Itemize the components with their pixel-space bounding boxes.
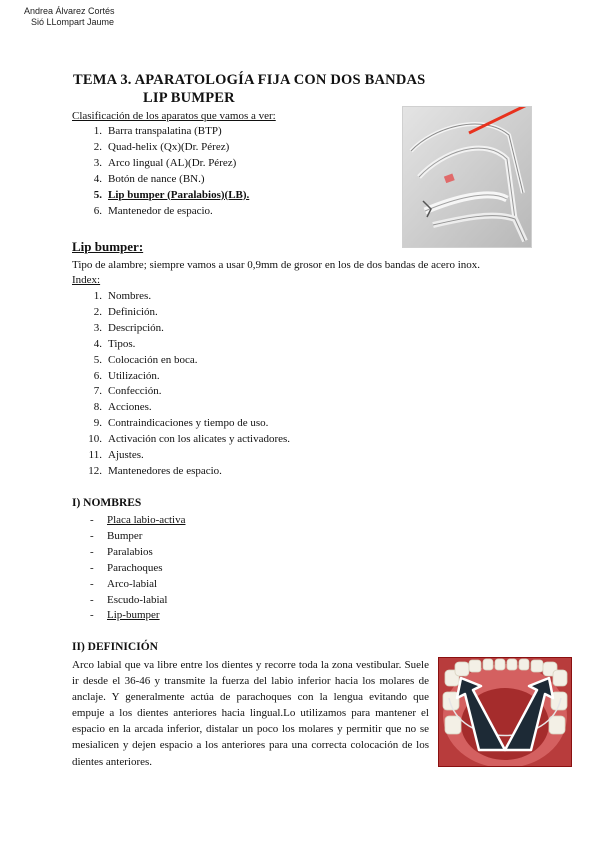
list-item: - Paralabios — [90, 545, 186, 561]
classification-heading: Clasificación de los aparatos que vamos a ver: — [72, 110, 276, 122]
list-item: 6. Utilización. — [93, 369, 160, 382]
nombres-heading: I) NOMBRES — [72, 497, 142, 509]
list-item: 1. Barra transpalatina (BTP) — [93, 125, 222, 137]
page-title: TEMA 3. APARATOLOGÍA FIJA CON DOS BANDAS — [73, 72, 426, 88]
list-item: 2. Definición. — [93, 305, 158, 318]
list-item: - Lip-bumper — [90, 608, 186, 624]
list-item: 1. Nombres. — [93, 290, 152, 302]
mouth-photo — [438, 657, 572, 767]
list-item: - Bumper — [90, 529, 186, 545]
list-item: 3. Descripción. — [93, 321, 164, 334]
list-item: 10. Activación con los alicates y activadores. — [88, 433, 291, 446]
list-item: 4. Botón de nance (BN.) — [93, 172, 205, 185]
list-item: 11. Ajustes. — [88, 449, 144, 462]
list-item: 3. Arco lingual (AL)(Dr. Pérez) — [93, 156, 237, 169]
classification-list — [72, 124, 249, 219]
author-line-1: Andrea Álvarez Cortés — [24, 6, 115, 16]
lip-bumper-photo — [402, 106, 532, 248]
list-item: 5. Colocación en boca. — [93, 353, 198, 366]
list-item: 2. Quad-helix (Qx)(Dr. Pérez) — [93, 140, 230, 153]
nombres-list — [90, 513, 186, 624]
list-item: - Escudo-labial — [90, 593, 186, 609]
lip-bumper-heading: Lip bumper: — [72, 239, 144, 254]
definicion-paragraph: Arco labial que va libre entre los dientes y recorre toda la zona vestibular. Suele ir desde el 36-46 y transmite la fuerza del labio inferior hacia los molares de anclaje. Y generalmente actúa de parachoques con la lengua evitando que empuje a los dientes anteriores hacia lingual.Lo utilizamos para mantener el espacio en la arcada inferior, distalar un poco los molares y permitir que no se mesialicen y dejen espacio a los anteriores para una correcta colocación de los dientes anteriores. — [72, 659, 429, 768]
page-subtitle: LIP BUMPER — [143, 90, 235, 106]
definicion-heading: II) DEFINICIÓN — [72, 641, 158, 653]
list-item: 4. Tipos. — [93, 337, 136, 350]
list-item: 6. Mantenedor de espacio. — [93, 204, 213, 217]
list-item: 9. Contraindicaciones y tiempo de uso. — [93, 417, 269, 430]
list-item-highlighted: 5. Lip bumper (Paralabios)(LB). — [93, 188, 250, 201]
list-item: 8. Acciones. — [93, 401, 152, 414]
author-block — [24, 6, 115, 28]
index-heading: Index: — [72, 274, 101, 286]
index-list — [72, 289, 290, 480]
list-item: 12. Mantenedores de espacio. — [88, 464, 222, 477]
list-item: - Placa labio-activa — [90, 513, 186, 529]
author-line-2: Sió LLompart Jaume — [31, 17, 115, 27]
list-item: 7. Confección. — [93, 385, 162, 398]
list-item: - Arco-labial — [90, 577, 186, 593]
wire-type-text: Tipo de alambre; siempre vamos a usar 0,9mm de grosor en los de dos bandas de acero inox. — [72, 259, 481, 271]
list-item: - Parachoques — [90, 561, 186, 577]
